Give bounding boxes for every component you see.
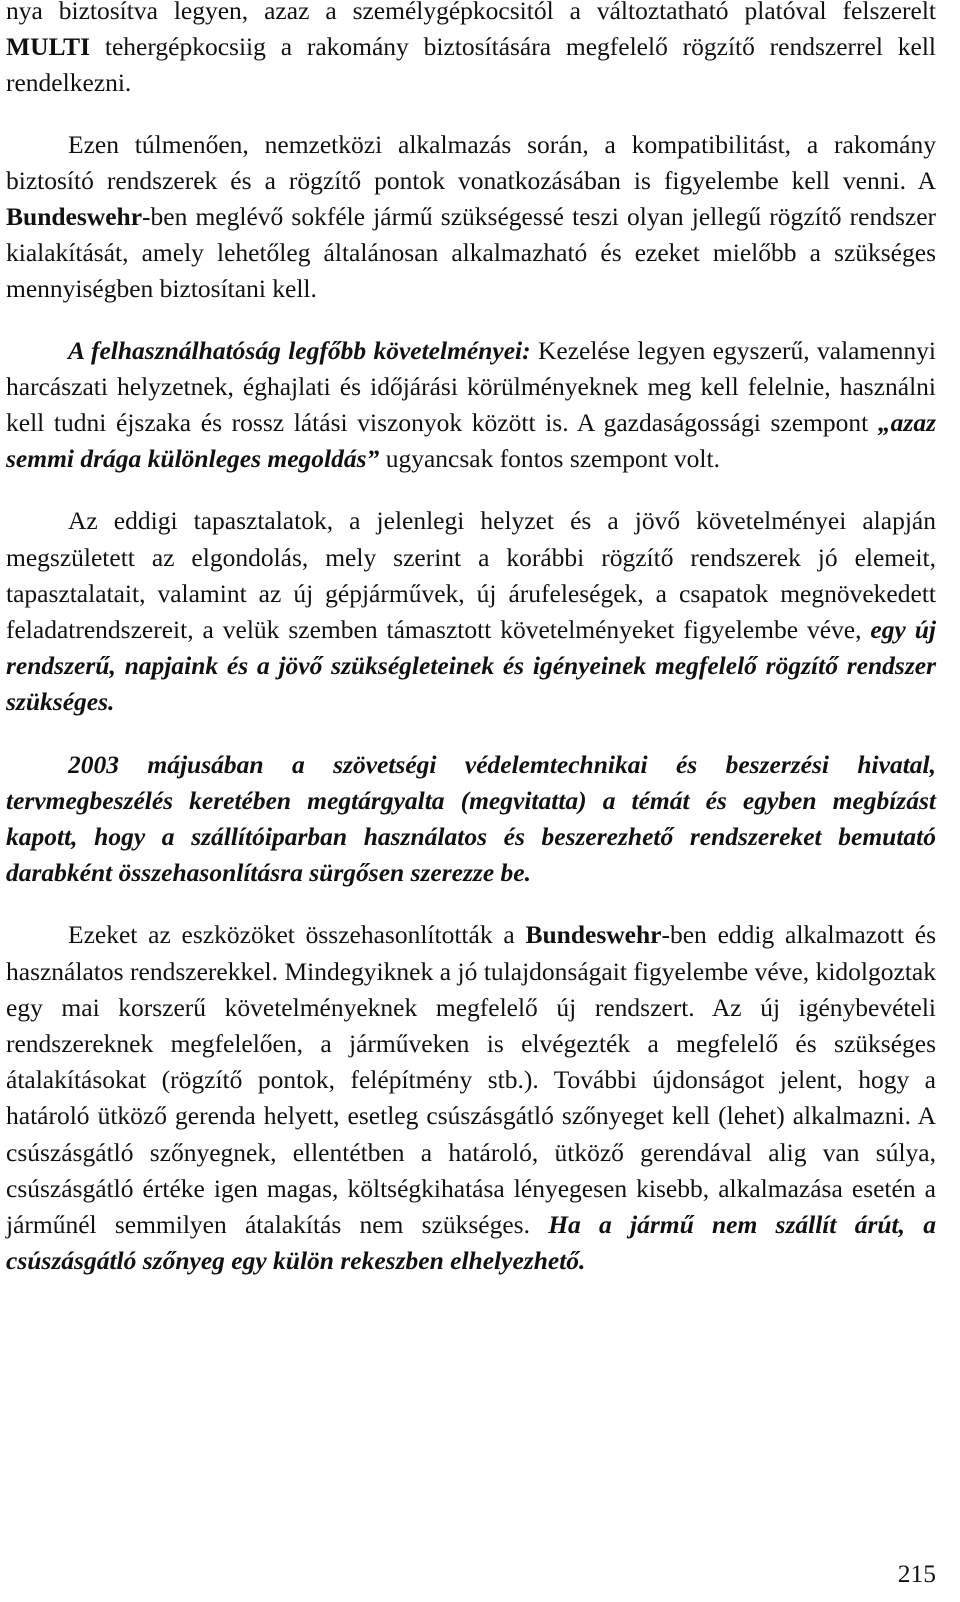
page-number: 215 <box>897 1559 936 1588</box>
text-run: Ezen túlmenően, nemzetközi alkalmazás során, a kompatibilitást, a rakomány biztosító rendszerek és a rögzítő pontok vonatkozásában is figyelembe kell venni. A <box>6 129 936 195</box>
emphasis-closing: Ha a jármű nem szállít árút, a csúszásgátló szőnyeg egy külön rekeszben elhelyezhető. <box>6 1210 936 1276</box>
bold-term-multi: MULTI <box>6 32 91 62</box>
paragraph-3 <box>6 333 936 478</box>
text-run: Kezelése legyen egyszerű, valamennyi harcászati helyzetnek, éghajlati és időjárási körülményeknek meg kell felelnie, használni kell tudni éjszaka és rossz látási viszonyok között is. A gazdaságossági szempont <box>6 335 936 438</box>
paragraph-4 <box>6 503 936 720</box>
paragraph-5 <box>6 747 936 892</box>
bold-term-bundeswehr: Bundeswehr <box>6 202 143 232</box>
paragraph-6 <box>6 917 936 1279</box>
emphasis-heading: A felhasználhatóság legfőbb követelményei: <box>68 335 531 365</box>
emphasis-conclusion: egy új rendszerű, napjaink és a jövő szükségleteinek és igényeinek megfelelő rögzítő rendszer szükséges. <box>6 615 937 717</box>
text-run: tehergépkocsiig a rakomány biztosítására megfelelő rögzítő rendszerrel kell rendelkezni. <box>6 32 936 98</box>
text-run: Ezeket az eszközöket összehasonlították a <box>68 920 526 950</box>
text-run: nya biztosítva legyen, azaz a személygépkocsitól a változtatható platóval felszerelt <box>6 0 936 25</box>
paragraph-1 <box>6 0 936 102</box>
text-run: ugyancsak fontos szempont volt. <box>379 444 720 474</box>
emphasis-quote: „azaz semmi drága különleges megoldás” <box>6 408 936 474</box>
document-page <box>6 0 936 1280</box>
text-run: -ben meglévő sokféle jármű szükségessé teszi olyan jellegű rögzítő rendszer kialakítását, amely lehetőleg általánosan alkalmazható és ezeket mielőbb a szükséges mennyiségben biztosítani kell. <box>6 202 936 304</box>
bold-term-bundeswehr: Bundeswehr <box>525 920 662 950</box>
paragraph-2 <box>6 127 936 308</box>
text-run: Az eddigi tapasztalatok, a jelenlegi helyzet és a jövő követelményei alapján megszületett az elgondolás, mely szerint a korábbi rögzítő rendszerek jó elemeit, tapasztalatait, valamint az új gépjárművek, új árufeleségek, a csapatok megnövekedett feladatrendszereit, a velük szemben támasztott követelményeket figyelembe véve, <box>6 506 936 645</box>
text-run: -ben eddig alkalmazott és használatos rendszerekkel. Mindegyiknek a jó tulajdonságait figyelembe véve, kidolgoztak egy mai korszerű követelményeknek megfelelő új rendszert. Az új igénybevételi rendszereknek megfelelően, a járműveken is elvégezték a megfelelő és szükséges átalakításokat (rögzítő pontok, felépítmény stb.). További újdonságot jelent, hogy a határoló ütköző gerenda helyett, esetleg csúszásgátló szőnyeget kell (lehet) alkalmazni. A csúszásgátló szőnyegnek, ellentétben a határoló, ütköző gerendával alig van súlya, csúszásgátló értéke igen magas, költségkihatása lényegesen kisebb, alkalmazása esetén a járműnél semmilyen átalakítás nem szükséges. <box>6 920 936 1240</box>
emphasis-paragraph: 2003 májusában a szövetségi védelemtechnikai és beszerzési hivatal, tervmegbeszélés keretében megtárgyalta (megvitatta) a témát és egyben megbízást kapott, hogy a szállítóiparban használatos és beszerezhető rendszereket bemutató darabként összehasonlításra sürgősen szerezze be. <box>6 749 936 888</box>
